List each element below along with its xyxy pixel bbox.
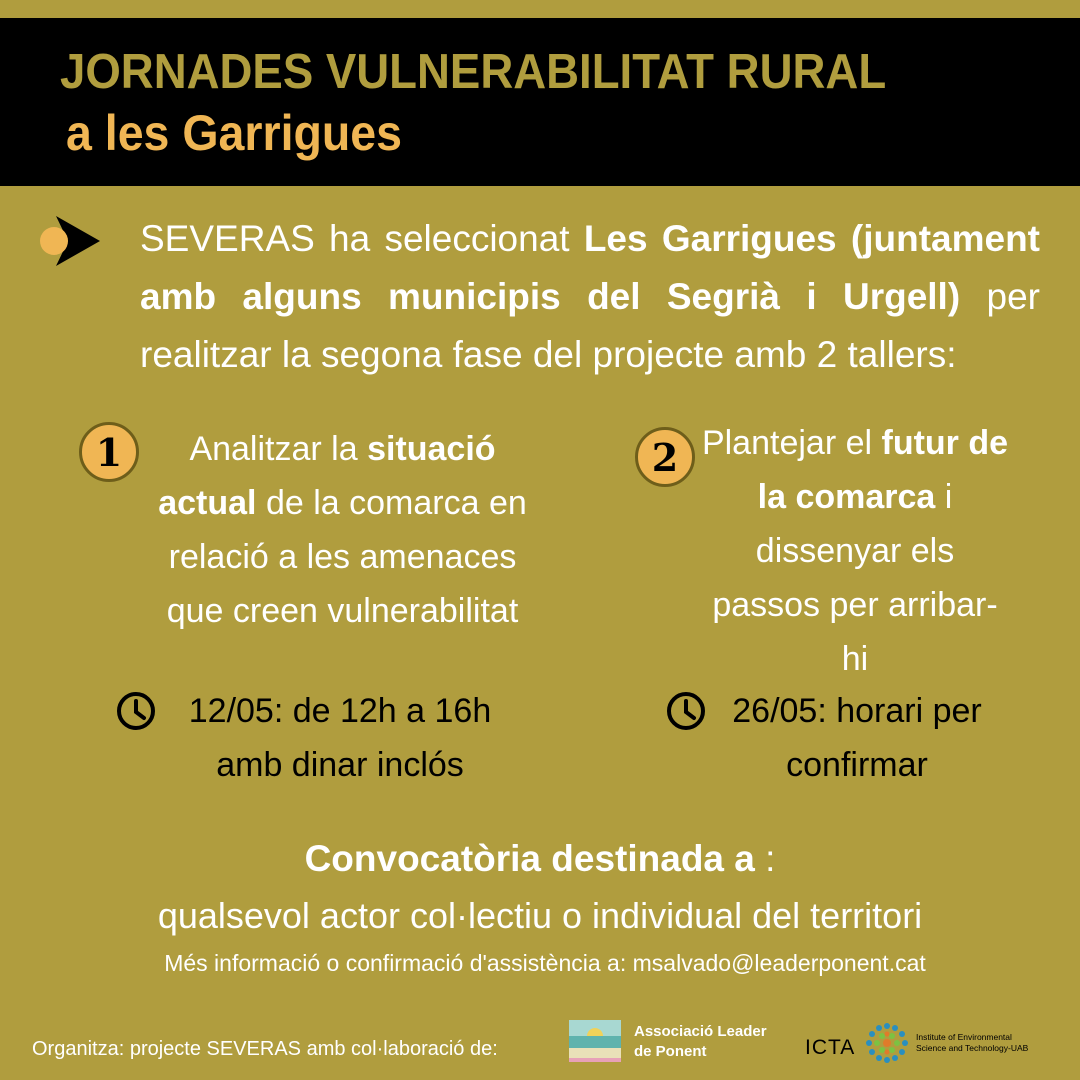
intro-text-end: per realitzar la segona fase del projecte amb 2 tallers: [140, 276, 1040, 375]
workshop-2-number-badge: 2 [635, 427, 695, 487]
workshop-2-text-b: i dissenyar els passos per arribar-hi [712, 478, 998, 678]
workshop-1-note: amb dinar inclós [216, 746, 464, 784]
workshop-1-number-badge: 1 [79, 422, 139, 482]
workshop-1-date: 12/05: de 12h a 16h [188, 692, 492, 730]
intro-paragraph [140, 210, 1040, 384]
convocatoria-heading [0, 832, 1080, 886]
page-subtitle: a les Garrigues [66, 105, 403, 161]
dot-arrow-icon [38, 213, 102, 269]
icta-logo-text: ICTA [805, 1036, 856, 1059]
leader-name-line1: Associació Leader [634, 1023, 767, 1040]
leader-ponent-name [634, 1022, 767, 1062]
workshop-2-text-bold: futur de la comarca [757, 424, 1009, 516]
leader-name-line2: de Ponent [634, 1043, 707, 1060]
clock-icon [114, 689, 158, 733]
workshop-2-schedule [712, 684, 1002, 792]
convocatoria-audience: qualsevol actor col·lectiu o individual del territori [157, 895, 923, 936]
icta-desc-line1: Institute of Environmental [916, 1032, 1012, 1042]
organizer-text: Organitza: projecte SEVERAS amb col·laboració de: [32, 1038, 498, 1060]
convocatoria-colon: : [754, 838, 776, 879]
intro-text-start: SEVERAS ha seleccionat [140, 218, 584, 259]
workshop-2-date: 26/05: horari per [732, 692, 982, 730]
leader-ponent-logo [569, 1020, 621, 1066]
workshop-1-schedule [160, 684, 520, 792]
workshop-2-note: confirmar [786, 746, 928, 784]
icta-description [916, 1032, 1028, 1054]
icta-logo-icon [862, 1018, 912, 1068]
workshop-2-text-a: Plantejar el [701, 424, 882, 462]
clock-icon [664, 689, 708, 733]
intro-text-bold: Les Garrigues (juntament amb alguns municipis del Segrià i Urgell) [140, 218, 1040, 317]
page-title: JORNADES VULNERABILITAT RURAL [60, 45, 887, 99]
contact-info: Més informació o confirmació d'assistència a: msalvado@leaderponent.cat [164, 950, 926, 976]
header-banner [0, 18, 1080, 186]
workshop-2-description [700, 416, 1010, 686]
convocatoria-title: Convocatòria destinada a [304, 838, 755, 879]
workshop-1-description [150, 422, 535, 638]
icta-desc-line2: Science and Technology-UAB [916, 1043, 1029, 1053]
workshop-1-text-a: Analitzar la [189, 430, 368, 468]
workshop-1-text-b: de la comarca en relació a les amenaces que creen vulnerabilitat [166, 484, 527, 630]
workshop-1-text-bold: situació actual [158, 430, 496, 522]
